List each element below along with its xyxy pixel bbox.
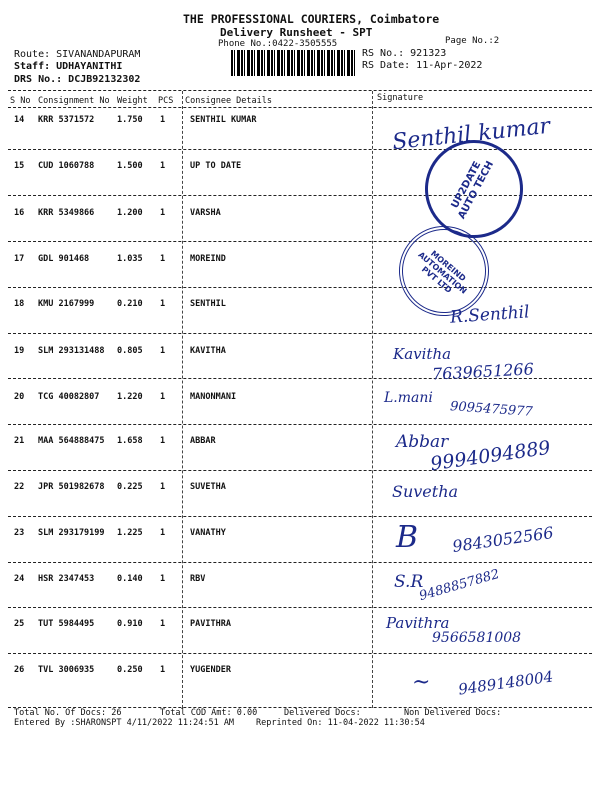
non-delivered-docs: Non Delivered Docs: xyxy=(404,708,502,718)
row-weight: 0.225 xyxy=(117,482,143,492)
row-consignment: TVL 3006935 xyxy=(38,665,95,675)
row-pcs: 1 xyxy=(160,346,166,356)
row-pcs: 1 xyxy=(160,299,166,309)
total-docs: Total No. Of Docs: 26 xyxy=(14,708,122,718)
signature-abbar: Abbar xyxy=(396,432,449,452)
row-consignment: KMU 2167999 xyxy=(38,299,95,309)
signature-senthil: R.Senthil xyxy=(449,302,531,328)
row-consignee: VANATHY xyxy=(190,528,226,538)
row-consignee: ABBAR xyxy=(190,436,216,446)
row-pcs: 1 xyxy=(160,161,166,171)
handwritten-phone: 9843052566 xyxy=(451,523,555,556)
row-weight: 0.910 xyxy=(117,619,143,629)
row-pcs: 1 xyxy=(160,392,166,402)
row-consignee: SENTHIL xyxy=(190,299,226,309)
stamp-text: MOREIND AUTOMATION PVT LTD xyxy=(416,248,469,296)
signature-pavithra: Pavithra xyxy=(386,614,450,632)
row-sno: 22 xyxy=(14,482,25,492)
doc-title: THE PROFESSIONAL COURIERS, Coimbatore xyxy=(183,12,440,26)
row-pcs: 1 xyxy=(160,115,166,125)
reprinted-on: Reprinted On: 11-04-2022 11:30:54 xyxy=(256,718,425,728)
row-weight: 1.220 xyxy=(117,392,143,402)
row-divider xyxy=(8,424,592,425)
row-sno: 16 xyxy=(14,208,25,218)
row-consignment: MAA 564888475 xyxy=(38,436,105,446)
col-pcs: PCS xyxy=(158,96,174,106)
row-divider xyxy=(8,653,592,654)
row-consignee: SUVETHA xyxy=(190,482,226,492)
row-sno: 15 xyxy=(14,161,25,171)
row-weight: 1.225 xyxy=(117,528,143,538)
row-sno: 24 xyxy=(14,574,25,584)
row-pcs: 1 xyxy=(160,254,166,264)
table-row xyxy=(0,254,600,300)
col-sno: S No xyxy=(10,96,31,106)
row-consignment: KRR 5371572 xyxy=(38,115,95,125)
handwritten-phone: 9489148004 xyxy=(457,667,555,699)
row-sno: 25 xyxy=(14,619,25,629)
stamp-text: UP2DATE AUTO TECH xyxy=(449,159,497,221)
doc-subtitle: Delivery Runsheet - SPT xyxy=(220,26,373,39)
row-pcs: 1 xyxy=(160,574,166,584)
phone-number: Phone No.:0422-3505555 xyxy=(218,39,338,49)
row-pcs: 1 xyxy=(160,665,166,675)
row-consignment: GDL 901468 xyxy=(38,254,90,264)
row-divider xyxy=(8,516,592,517)
row-weight: 1.750 xyxy=(117,115,143,125)
row-pcs: 1 xyxy=(160,208,166,218)
row-weight: 0.805 xyxy=(117,346,143,356)
row-weight: 0.210 xyxy=(117,299,143,309)
row-divider xyxy=(8,562,592,563)
row-weight: 1.035 xyxy=(117,254,143,264)
row-sno: 14 xyxy=(14,115,25,125)
row-sno: 23 xyxy=(14,528,25,538)
delivered-docs: Delivered Docs: xyxy=(284,708,361,718)
signature-manonmani: L.mani xyxy=(384,390,433,406)
signature-suvetha: Suvetha xyxy=(392,482,459,501)
row-sno: 17 xyxy=(14,254,25,264)
row-weight: 1.200 xyxy=(117,208,143,218)
rs-date: RS Date: 11-Apr-2022 xyxy=(362,60,483,71)
rs-number: RS No.: 921323 xyxy=(362,48,447,59)
row-weight: 1.658 xyxy=(117,436,143,446)
row-weight: 1.500 xyxy=(117,161,143,171)
signature-yugender: ~ xyxy=(412,670,431,695)
row-divider xyxy=(8,287,592,288)
col-signature: Signature xyxy=(377,93,424,103)
row-consignment: JPR 501982678 xyxy=(38,482,105,492)
signature-vanathy: B xyxy=(396,520,419,555)
handwritten-phone: 9566581008 xyxy=(432,630,522,646)
row-consignee: MOREIND xyxy=(190,254,226,264)
row-divider xyxy=(8,333,592,334)
row-divider xyxy=(8,470,592,471)
entered-by: Entered By :SHARONSPT 4/11/2022 11:24:51 AM xyxy=(14,718,235,728)
row-weight: 0.140 xyxy=(117,574,143,584)
row-sno: 20 xyxy=(14,392,25,402)
handwritten-phone: 9994094889 xyxy=(429,436,552,476)
row-consignment: TCG 40082807 xyxy=(38,392,100,402)
signature-senthil-kumar: Senthil kumar xyxy=(391,113,552,156)
col-consignment: Consignment No xyxy=(38,96,110,106)
row-divider xyxy=(8,241,592,242)
route-label: Route: SIVANANDAPURAM xyxy=(14,49,141,60)
row-pcs: 1 xyxy=(160,482,166,492)
signature-kavitha: Kavitha xyxy=(393,345,452,363)
row-consignee: YUGENDER xyxy=(190,665,231,675)
table-row xyxy=(0,482,600,528)
row-consignee: VARSHA xyxy=(190,208,221,218)
row-consignment: CUD 1060788 xyxy=(38,161,95,171)
row-consignment: SLM 293131488 xyxy=(38,346,105,356)
row-consignee: PAVITHRA xyxy=(190,619,231,629)
row-pcs: 1 xyxy=(160,619,166,629)
row-consignment: TUT 5984495 xyxy=(38,619,95,629)
staff-label: Staff: UDHAYANITHI xyxy=(14,61,123,72)
row-consignee: UP TO DATE xyxy=(190,161,242,171)
row-pcs: 1 xyxy=(160,436,166,446)
row-consignment: SLM 293179199 xyxy=(38,528,105,538)
row-sno: 18 xyxy=(14,299,25,309)
total-cod: Total COD Amt: 0.00 xyxy=(160,708,258,718)
table-row xyxy=(0,574,600,620)
page-number: Page No.:2 xyxy=(445,36,500,46)
barcode xyxy=(231,50,357,76)
row-consignee: RBV xyxy=(190,574,206,584)
row-consignee: KAVITHA xyxy=(190,346,226,356)
row-divider xyxy=(8,607,592,608)
handwritten-phone: 9095475977 xyxy=(449,399,534,420)
row-weight: 0.250 xyxy=(117,665,143,675)
handwritten-phone: 9488857882 xyxy=(417,566,502,605)
table-top-rule xyxy=(8,90,592,91)
row-pcs: 1 xyxy=(160,528,166,538)
drs-number: DRS No.: DCJB92132302 xyxy=(14,74,141,85)
row-sno: 26 xyxy=(14,665,25,675)
table-header-rule xyxy=(8,107,592,108)
row-sno: 19 xyxy=(14,346,25,356)
handwritten-phone: 7639651266 xyxy=(431,359,535,384)
row-consignee: MANONMANI xyxy=(190,392,237,402)
row-sno: 21 xyxy=(14,436,25,446)
row-consignment: KRR 5349866 xyxy=(38,208,95,218)
col-weight: Weight xyxy=(117,96,148,106)
col-consignee: Consignee Details xyxy=(185,96,272,106)
row-consignment: HSR 2347453 xyxy=(38,574,95,584)
signature-rbv: S.R xyxy=(394,572,424,592)
row-consignee: SENTHIL KUMAR xyxy=(190,115,257,125)
